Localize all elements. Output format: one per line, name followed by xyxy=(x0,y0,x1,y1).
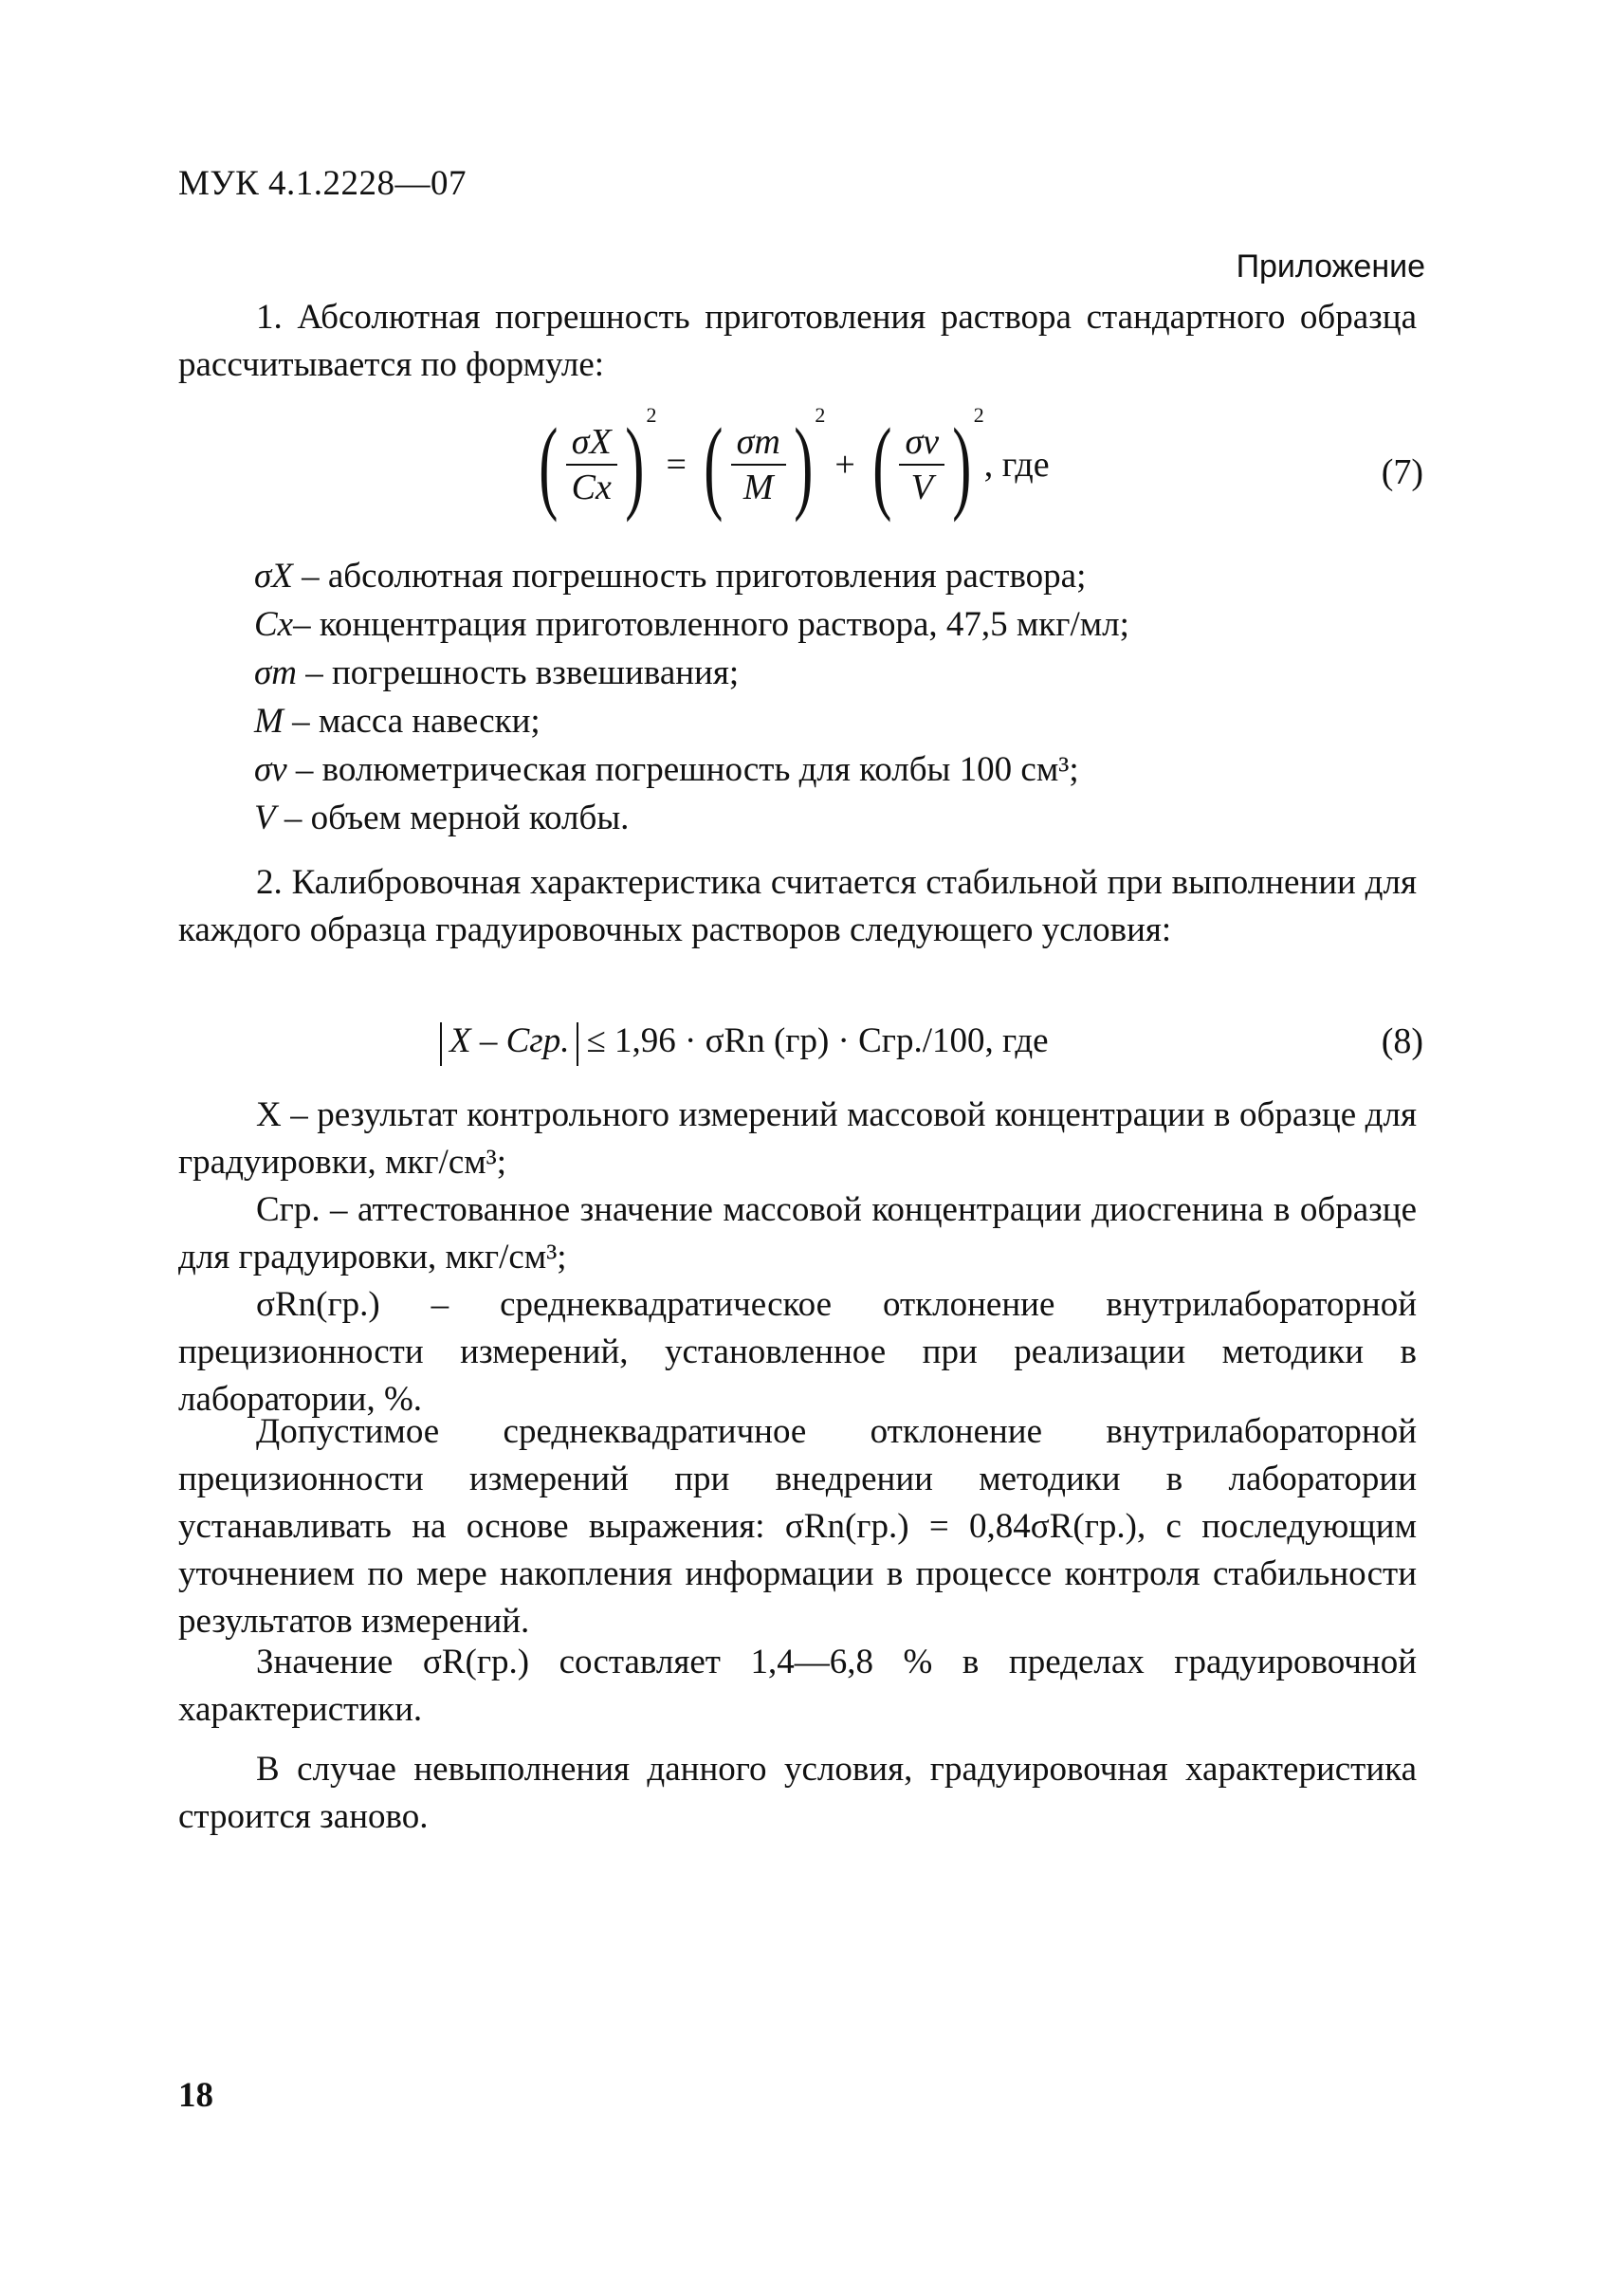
page-number: 18 xyxy=(178,2076,213,2115)
formula7-den3: V xyxy=(910,468,933,507)
section2-intro: 2. Калибровочная характеристика считается стабильной при выполнении для каждого образца градуировочных растворов следующего условия: xyxy=(178,863,1417,949)
formula7-exp3: 2 xyxy=(973,403,984,427)
formula7-plus: + xyxy=(834,445,855,485)
formula7-exp2: 2 xyxy=(815,403,826,427)
formula7-definitions xyxy=(254,552,1129,842)
definition-sigma: σRn(гр.) – среднеквадратическое отклонение внутрилабораторной прецизионности измерений, установленное при реализации методики в лаборатории, %. xyxy=(178,1285,1417,1419)
definition-item: Cx– концентрация приготовленного раствора, 47,5 мкг/мл; xyxy=(254,605,1129,644)
appendix-label: Приложение xyxy=(1236,248,1425,285)
formula7-term2: ( $\frac{\sigma m}{M}$ ) 2 xyxy=(704,403,826,523)
section1-intro: 1. Абсолютная погрешность приготовления раствора стандартного образца рассчитывается по формуле: xyxy=(178,298,1417,384)
definition-x: X – результат контрольного измерений массовой концентрации в образце для градуировки, мкг/см³; xyxy=(178,1095,1417,1182)
formula7-term3: ( $\frac{\sigma v}{V}$ ) 2 xyxy=(872,403,984,523)
definition-item: σv – волюметрическая погрешность для колбы 100 см³; xyxy=(254,750,1079,789)
formula-8 xyxy=(432,1020,1049,1066)
definition-item: M – масса навески; xyxy=(254,702,541,741)
document-code: МУК 4.1.2228—07 xyxy=(178,164,467,203)
definition-item: σm – погрешность взвешивания; xyxy=(254,653,740,692)
paragraph-sigma-value: Значение σR(гр.) составляет 1,4—6,8 % в пределах градуировочной характеристики. xyxy=(178,1643,1417,1729)
section2-definitions xyxy=(178,1092,1417,1424)
formula7-num1: σX xyxy=(566,420,617,466)
formula7-exp1: 2 xyxy=(646,403,657,427)
formula-7 xyxy=(531,398,1050,531)
formula7-tail: , где xyxy=(983,445,1050,485)
definition-item: V – объем мерной колбы. xyxy=(254,799,630,837)
formula8-right: ≤ 1,96 · σRn (гр) · Cгр./100, где xyxy=(586,1021,1049,1060)
formula7-num3: σv xyxy=(899,420,944,466)
formula7-number: (7) xyxy=(1381,452,1423,492)
paragraph-failure: В случае невыполнения данного условия, градуировочная характеристика строится заново. xyxy=(178,1750,1417,1836)
definition-cgr: Cгр. – аттестованное значение массовой концентрации диосгенина в образце для градуировки, мкг/см³; xyxy=(178,1190,1417,1277)
formula8-left: X – Cгр. xyxy=(449,1021,570,1060)
formula8-number: (8) xyxy=(1381,1021,1423,1061)
formula7-den1: Cx xyxy=(571,468,612,507)
paragraph-allowed-deviation: Допустимое среднеквадратичное отклонение внутрилабораторной прецизионности измерений при внедрении методики в лаборатории устанавливать на основе выражения: σRn(гр.) = 0,84σR(гр.), с последующим уточнением по мере накопления информации в процессе контроля стабильности результатов измерений. xyxy=(178,1412,1417,1641)
formula7-term1: ( $\frac{\sigma X}{Cx}$ ) 2 xyxy=(539,403,657,523)
formula7-equals: = xyxy=(666,445,687,485)
definition-item: σX – абсолютная погрешность приготовления раствора; xyxy=(254,557,1087,596)
formula7-den2: M xyxy=(742,468,774,507)
formula7-num2: σm xyxy=(731,420,786,466)
